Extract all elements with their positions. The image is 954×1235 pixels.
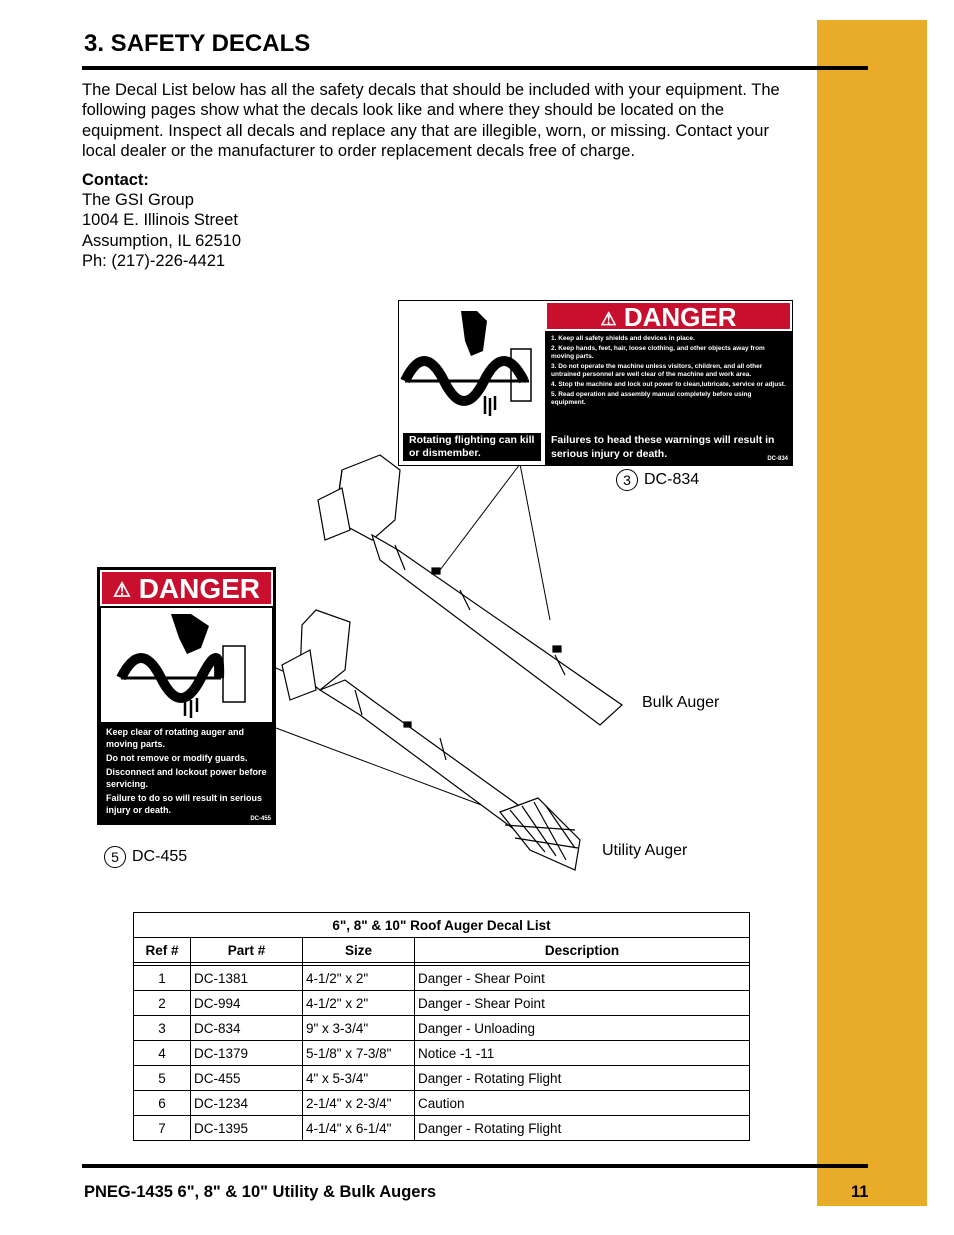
table-cell: 5-1/8" x 7-3/8" (303, 1041, 415, 1066)
contact-heading: Contact: (82, 171, 149, 189)
table-row (134, 1091, 750, 1116)
table-cell: 7 (134, 1116, 191, 1141)
auger-hand-pictogram (101, 608, 272, 722)
decal-line: Failure to do so will result in serious injury or death. (106, 793, 263, 815)
decal-text (106, 726, 271, 818)
decal-panel (545, 301, 792, 465)
decal-code: DC-834 (767, 456, 788, 462)
footer-doc-title: PNEG-1435 6", 8" & 10" Utility & Bulk Augers (84, 1183, 437, 1201)
table-row (134, 991, 750, 1016)
column-header: Ref # (134, 938, 191, 963)
decal-instructions (545, 331, 792, 413)
table-cell: 4-1/4" x 6-1/4" (303, 1116, 415, 1141)
table-cell: Danger - Rotating Flight (415, 1066, 750, 1091)
decal-caption: Rotating flighting can kill or dismember. (403, 433, 541, 461)
ref-circle: 5 (104, 846, 126, 868)
decal-dc-834 (398, 300, 793, 466)
table-cell: Danger - Unloading (415, 1016, 750, 1041)
decal-list-table (133, 912, 750, 1141)
table-cell: 4-1/2" x 2" (303, 966, 415, 991)
table-cell: DC-455 (191, 1066, 303, 1091)
callout-ref-3 (616, 469, 699, 491)
bulk-auger-label: Bulk Auger (642, 694, 720, 711)
table-cell: 4-1/2" x 2" (303, 991, 415, 1016)
callout-label: DC-455 (132, 848, 188, 866)
table-cell: 2 (134, 991, 191, 1016)
table-cell: 4 (134, 1041, 191, 1066)
decal-line: Do not remove or modify guards. (106, 753, 248, 763)
decal-line: Disconnect and lockout power before servicing. (106, 767, 267, 789)
contact-line: Assumption, IL 62510 (82, 231, 241, 250)
danger-banner (545, 301, 792, 331)
decal-line: Keep clear of rotating auger and moving parts. (106, 727, 245, 749)
table-row (134, 1116, 750, 1141)
warning-triangle-icon: ⚠ (112, 579, 131, 602)
column-header: Part # (191, 938, 303, 963)
callout-label: DC-834 (644, 471, 700, 489)
table-cell: 3 (134, 1016, 191, 1041)
table-cell: Notice -1 -11 (415, 1041, 750, 1066)
contact-line: 1004 E. Illinois Street (82, 211, 238, 230)
table-caption: 6", 8" & 10" Roof Auger Decal List (134, 913, 750, 938)
intro-paragraph: The Decal List below has all the safety decals that should be included with your equipment. The following pages show what the decals look like and where they should be located on the equipment. Inspect all decals and replace any that are illegible, worn, or missing. Contact your local dealer or the manufacturer to order replacement decals free of charge. (82, 81, 780, 161)
danger-word: DANGER (623, 302, 737, 332)
contact-line: The GSI Group (82, 191, 194, 210)
decal-pictogram (101, 608, 272, 722)
danger-word: DANGER (138, 573, 261, 604)
table-cell: DC-994 (191, 991, 303, 1016)
decal-item: 5. Read operation and assembly manual completely before using equipment. (551, 391, 752, 406)
danger-banner (100, 570, 273, 606)
table-cell: DC-1234 (191, 1091, 303, 1116)
decal-dc-455 (97, 567, 276, 825)
table-cell: DC-1379 (191, 1041, 303, 1066)
table-cell: DC-1381 (191, 966, 303, 991)
decal-item: 4. Stop the machine and lock out power to clean,lubricate, service or adjust. (551, 381, 786, 388)
decal-warning: Failures to head these warnings will result in serious injury or death. (551, 434, 775, 460)
table-cell: DC-834 (191, 1016, 303, 1041)
ref-circle: 3 (616, 469, 638, 491)
warning-triangle-icon: ⚠ (600, 309, 617, 330)
intake-cage (500, 798, 580, 870)
contact-line: Ph: (217)-226-4421 (82, 251, 226, 270)
page-title: 3. SAFETY DECALS (84, 30, 311, 57)
table-row (134, 1016, 750, 1041)
callout-ref-5 (104, 846, 187, 868)
page-number: 11 (851, 1183, 869, 1201)
decal-pictogram (399, 301, 545, 465)
table-cell: 1 (134, 966, 191, 991)
table-cell: 5 (134, 1066, 191, 1091)
table-cell: 4" x 5-3/4" (303, 1066, 415, 1091)
table-row (134, 1066, 750, 1091)
column-header: Size (303, 938, 415, 963)
auger-hand-pictogram (399, 301, 545, 431)
table-cell: 6 (134, 1091, 191, 1116)
table-cell: Danger - Rotating Flight (415, 1116, 750, 1141)
table-row (134, 1041, 750, 1066)
table-cell: 2-1/4" x 2-3/4" (303, 1091, 415, 1116)
table-cell: Danger - Shear Point (415, 966, 750, 991)
bulk-auger (318, 455, 622, 725)
decal-item: 3. Do not operate the machine unless visitors, children, and all other untrained personnel are well clear of the machine and work area. (551, 363, 763, 378)
table-cell: Caution (415, 1091, 750, 1116)
table-row (134, 966, 750, 991)
table-cell: DC-1395 (191, 1116, 303, 1141)
decal-item: 2. Keep hands, feet, hair, loose clothing, and other objects away from moving parts. (551, 345, 765, 360)
table-cell: Danger - Shear Point (415, 991, 750, 1016)
decal-item: 1. Keep all safety shields and devices in place. (551, 335, 695, 342)
decal-code: DC-455 (250, 816, 271, 822)
footer-rule (82, 1164, 868, 1168)
utility-auger-label: Utility Auger (602, 842, 688, 859)
table-cell: 9" x 3-3/4" (303, 1016, 415, 1041)
column-header: Description (415, 938, 750, 963)
